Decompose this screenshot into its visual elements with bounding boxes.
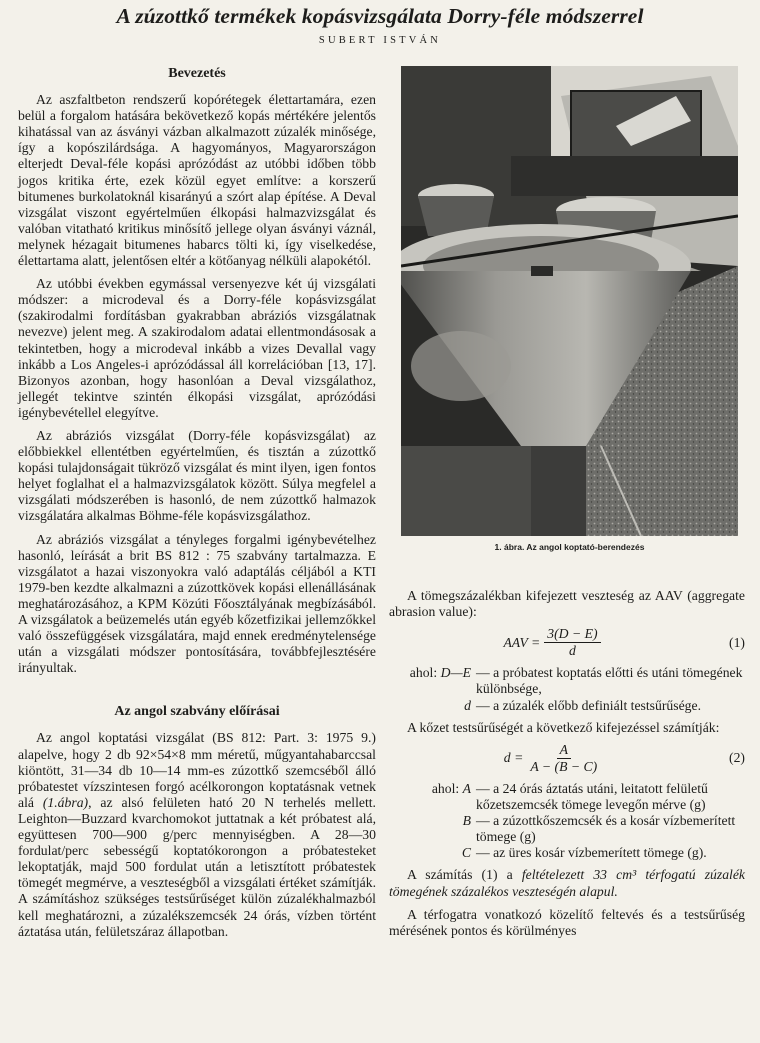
equation-1-fraction — [544, 626, 600, 659]
standard-paragraph-4: A számítás (1) a feltételezett 33 cm³ térfogatú zúzalék tömegének százalékos veszteségén alapul. — [389, 867, 745, 899]
figure-caption: 1. ábra. Az angol koptató-berendezés — [494, 542, 645, 552]
equation-1-definitions — [389, 665, 745, 713]
standard-paragraph-5: A térfogatra vonatkozó közelítő feltevés és a testsűrűség mérésének pontos és körülményes — [389, 906, 745, 938]
equation-1-denominator: d — [568, 643, 576, 659]
equation-2-number: (2) — [729, 750, 745, 766]
equation-2-definitions — [389, 781, 745, 861]
intro-paragraph-1: Az aszfaltbeton rendszerű kopórétegek élettartamára, ezen belül a forgalom hatására bekövetkező kopás mértékére jelentős kihatással van az ásványi vázban alkalmazott zúzalék minősége, így a kopószilárdsága. A hagyományos, Magyarországon elterjedt Deval-féle kopási aprózódást az utóbbi időben több jogos kritika érte, ezek közül egyet említve: a korszerű bitumenes burkolatoknál kisarányú a szórt alap építése. A Deval vizsgálat viszont egyértelműen élkopási halmazvizsgálat és valóban vitatható kritikus minősítő jellege olyan ásványi váznál, melynek hézagait bitumenes habarcs tölti ki, így viselkedése, élettartama alatt, jelentősen eltér a kötőanyag nélküli alapokétól. — [18, 92, 376, 269]
standard-heading: Az angol szabvány előírásai — [114, 704, 280, 720]
equation-1 — [389, 626, 745, 659]
standard-paragraph-3: A kőzet testsűrűségét a következő kifejezéssel számítják: — [407, 719, 720, 735]
author-name: SUBERT ISTVÁN — [318, 35, 442, 46]
intro-paragraph-3: Az abráziós vizsgálat (Dorry-féle kopásvizsgálat) az előbbiekkel ellentétben egyértelműen, és tisztán a zúzottkő kopási tulajdonságait tükröző vizsgálat és mint ilyen, igen fontos helyet foglalhat el a halmazvizsgálatok között. Súlya megfelel a vizsgálati módszerében is hasonló, de nem zúzottkő halmazok vizsgálatára alkalmas Böhme-féle kopásvizsgálathoz. — [18, 427, 376, 524]
definition-row: d — a zúzalék előbb definiált testsűrűsége. — [464, 697, 702, 713]
intro-paragraph-4: Az abráziós vizsgálat a tényleges forgalmi igénybevételhez hasonló, leírását a brit BS 812 : 75 szabvány tartalmazza. E vizsgálatot a hazai viszonyokra való adaptálás céljából a KTI 1979-ben kezdte alkalmazni a zúzottkövek kopási ellenállásának meghatározásához, a KPM Közúti Főosztályának megbízásából. A vizsgálatok a beüzemelés után egyéb kőzetfizikai jellemzőkkel való összefüggések vizsgálatára, majd ennek eredménytelensége után a vizsgálati módszer pontosítására, továbbfejlesztésére irányultak. — [18, 531, 376, 676]
equation-1-number: (1) — [729, 634, 745, 650]
equation-2-denominator: A − (B − C) — [530, 758, 598, 774]
right-column — [389, 588, 745, 939]
figure-photo — [401, 66, 738, 536]
definition-row: C — az üres kosár vízbemerített tömege (g). — [461, 845, 707, 861]
equation-1-numerator: 3(D − E) — [544, 626, 600, 643]
equation-2-numerator: A — [557, 742, 571, 759]
definition-row: B — a zúzottkőszemcsék és a kosár vízbemerített tömege (g) — [462, 813, 736, 845]
figure-reference: (1.ábra) — [42, 794, 89, 810]
equation-1-lhs: AAV = — [503, 634, 541, 650]
article-title: A zúzottkő termékek kopásvizsgálata Dorry-féle módszerrel — [116, 4, 644, 28]
definition-row: ahol: A — a 24 órás áztatás utáni, leitatott felületű kőzetszemcsék tömege levegőn mérve (g) — [431, 780, 708, 813]
intro-heading: Bevezetés — [168, 66, 226, 81]
intro-paragraph-2: Az utóbbi években egymással versenyezve két új vizsgálati módszer: a microdeval és a Dorry-féle kopásvizsgálat (szakirodalmi fordításban gyakrabban abráziós vizsgálatnak nevezve) jelent meg. A szakirodalom adatai ellentmondásosak a tekintetben, hogy a microdeval inkább a vizes Devallal vagy inkább a Los Angeles-i aprózódással áll korrelációban [13, 17]. Bizonyos azonban, hogy hasonlóan a Deval vizsgálathoz, jellegét tekintve szintén élkopási vizsgálat, aprózódási igénybevétellel elegyítve. — [18, 276, 376, 420]
definition-row: ahol: D—E — a próbatest koptatás előtti és utáni tömegének különbsége, — [409, 665, 743, 697]
equation-2-lhs: d = — [503, 750, 524, 766]
left-column — [18, 66, 376, 940]
abrasion-machine-illustration — [401, 66, 738, 536]
standard-paragraph-2: A tömegszázalékban kifejezett veszteség az AAV (aggregate abrasion value): — [389, 588, 745, 620]
equation-2 — [389, 742, 745, 775]
standard-paragraph-1: Az angol koptatási vizsgálat (BS 812: Part. 3: 1975 9.) alapelve, hogy 2 db 92×54×8 mm méretű, műgyantahabarccsal kiöntött, 31—34 db 10—14 mm-es zúzottkő szemcséből álló próbatestet vízszintesen forgó acélkorongon koptatásnak vetnek alá (1.ábra), az alsó felületen ható 20 N terhelés mellett. Leighton—Buzzard kvarchomokot juttatnak a két próbatest alá, együttesen 700—900 g/perc mennyiségben. A 28—30 fordulat/perc sebességű koptatókorongon a próbatesteket lekoptatják, majd 500 fordulat után a letisztított próbatestek tömegét megmérve, a veszteségből a vizsgálati értéket számítják. A számításhoz szükséges testsűrűséget külön zúzalékhalmazból kell meghatározni, a zúzalékszemcsék 24 órás, vízben történt áztatása után, felületszáraz állapotban. — [18, 730, 376, 939]
equation-2-fraction — [527, 742, 600, 775]
